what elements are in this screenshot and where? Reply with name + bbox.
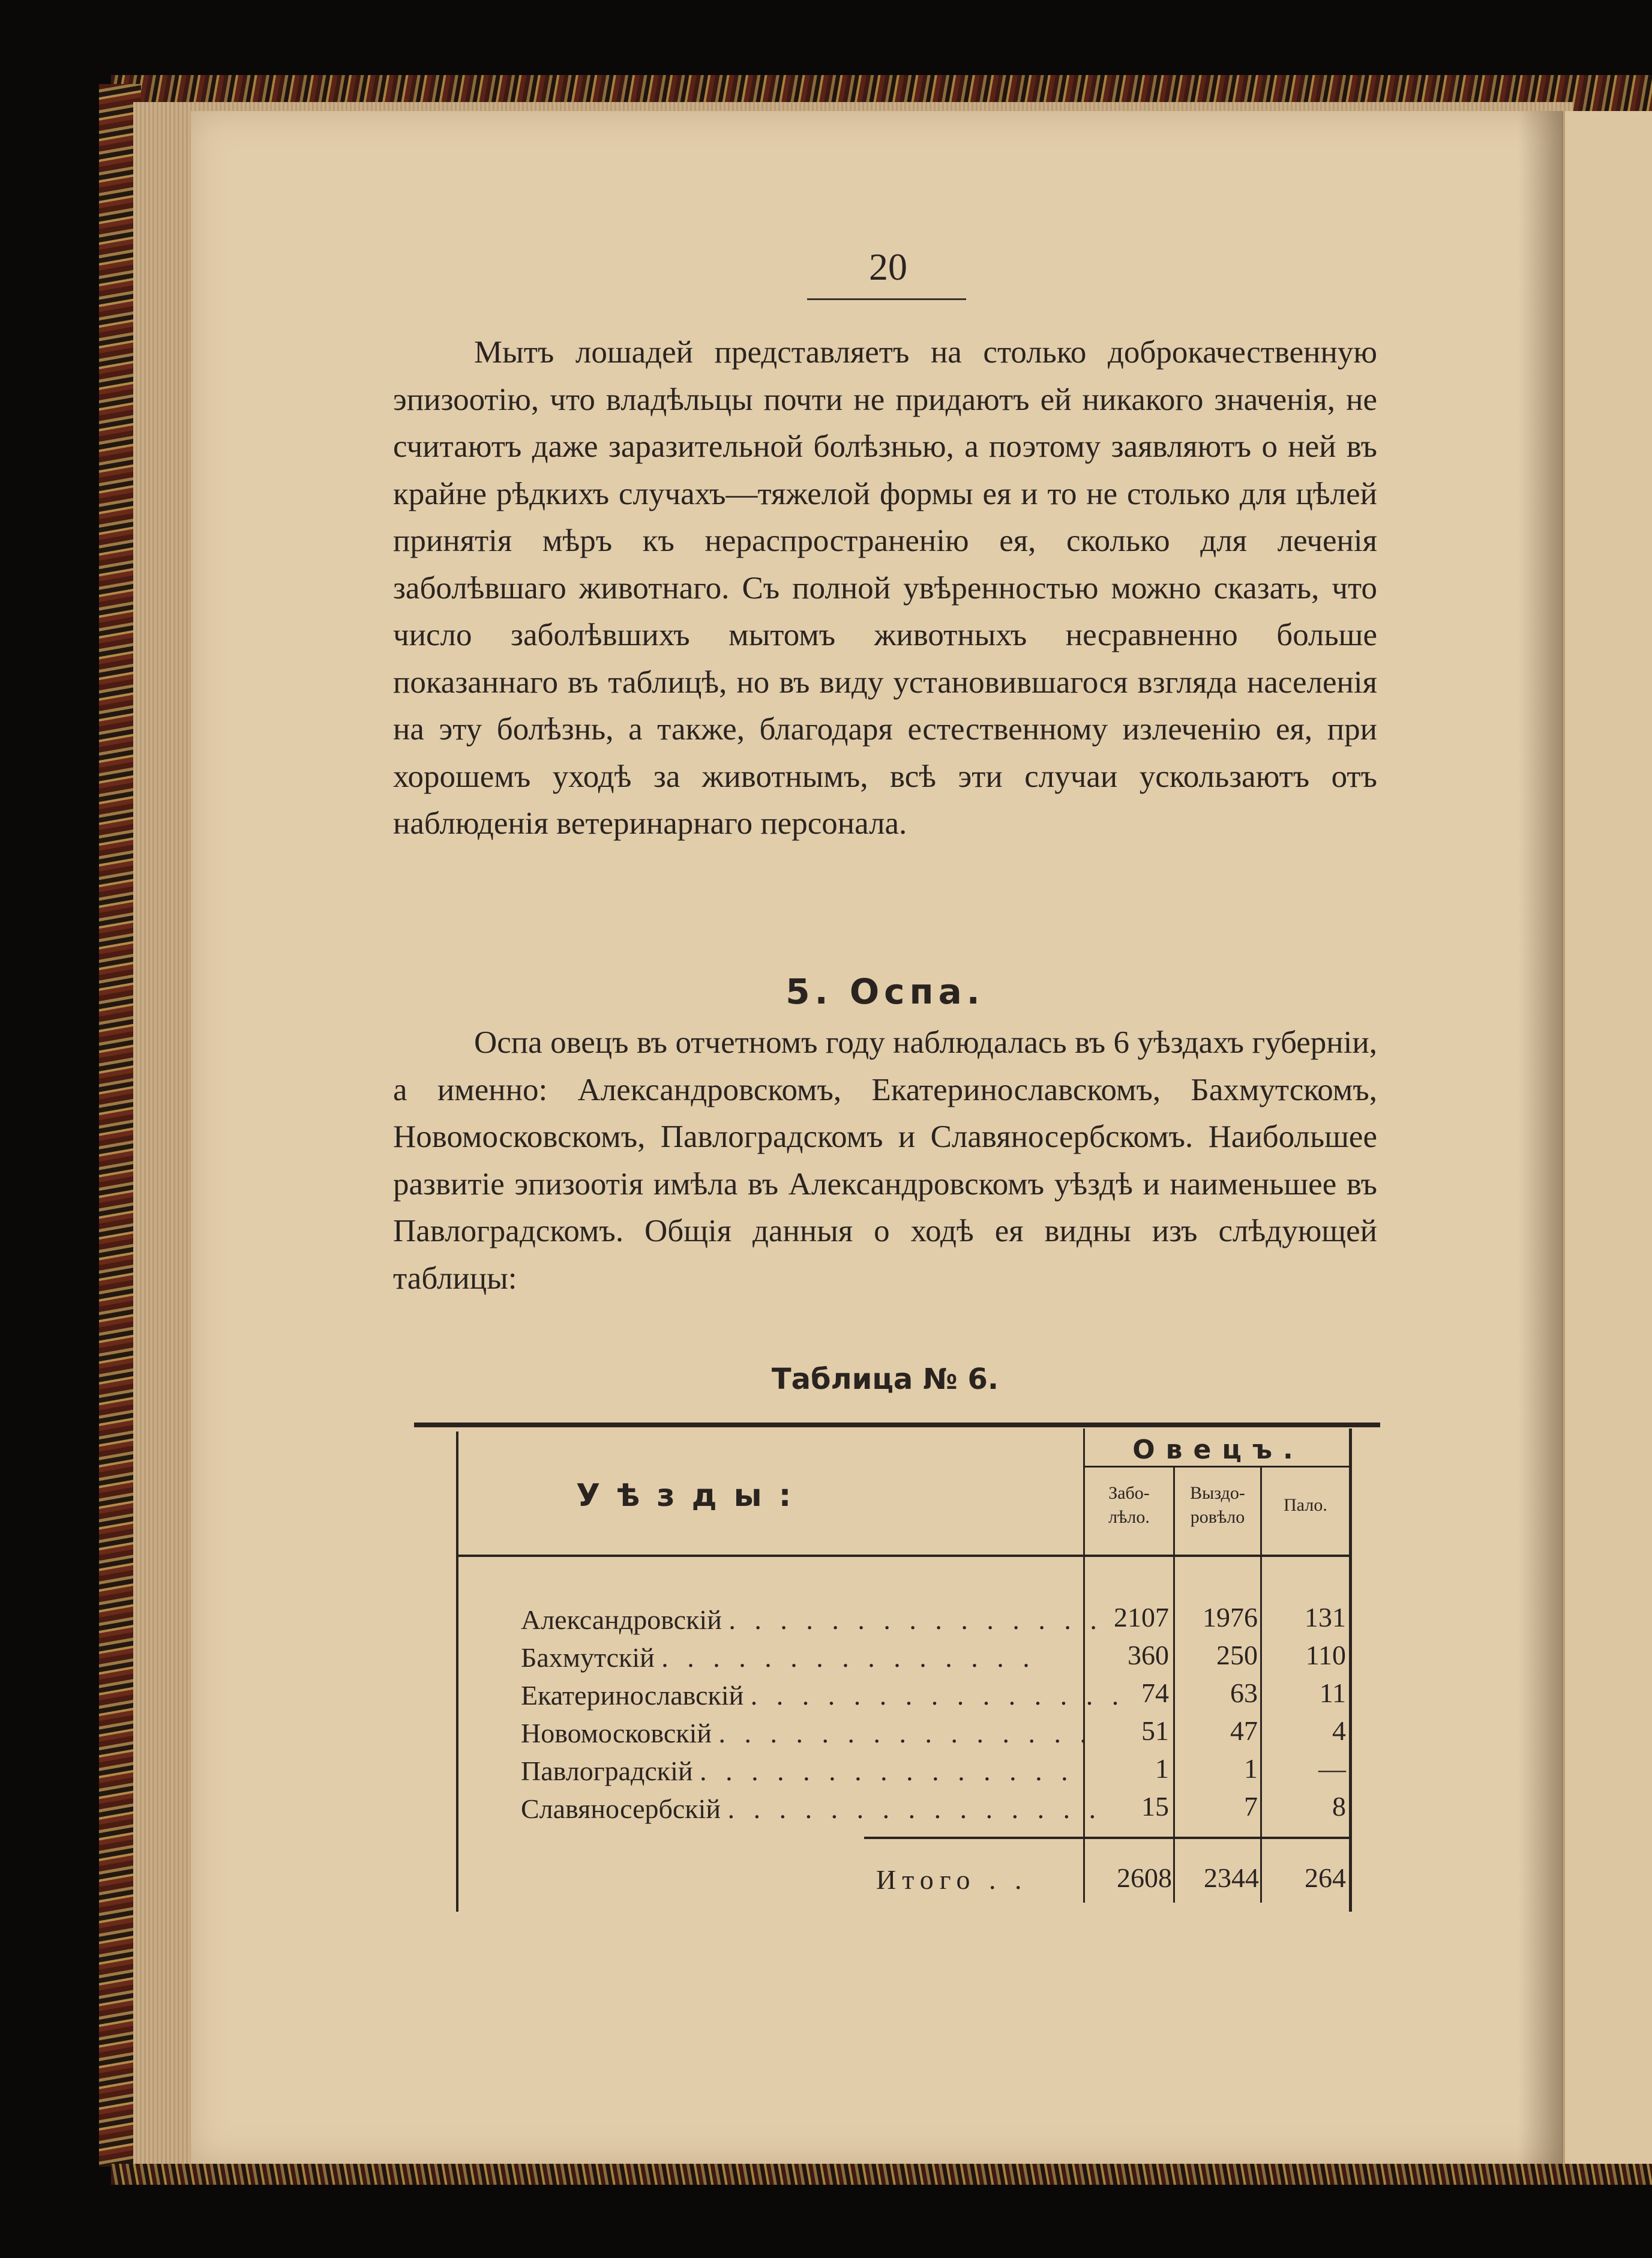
paragraph-glanders (393, 329, 1377, 848)
table-total-died: 264 (1305, 1862, 1346, 1893)
table-header-rule (458, 1555, 1349, 1557)
table-row-label: Бахмутскій . . . . . . . . . . . . . . . (521, 1642, 1036, 1673)
table-cell-recovered: 47 (1230, 1715, 1258, 1746)
page-number: 20 (869, 245, 907, 288)
table-total-rule (864, 1837, 1349, 1839)
header-sick (1085, 1481, 1173, 1529)
table-top-rule (414, 1423, 1380, 1427)
table-row-label: Александровскій . . . . . . . . . . . . . . . (521, 1604, 1103, 1635)
table-cell-sick: 2107 (1114, 1602, 1169, 1633)
facing-page-edge (1565, 111, 1652, 2164)
table-cell-died: — (1318, 1753, 1346, 1784)
table-cell-sick: 51 (1141, 1715, 1169, 1746)
table-cell-recovered: 63 (1230, 1678, 1258, 1708)
table-cell-died: 11 (1319, 1678, 1346, 1708)
table-cell-recovered: 250 (1216, 1640, 1258, 1670)
header-died (1262, 1493, 1349, 1517)
page-gutter-shadow (1518, 111, 1563, 2164)
header-sick-line1: Забо- (1108, 1483, 1150, 1503)
book-cover-bottom-edge (111, 2164, 1652, 2185)
table-cell-recovered: 7 (1244, 1791, 1258, 1822)
header-recovered-line1: Выздо- (1190, 1483, 1245, 1503)
header-sick-line2: лѣло. (1108, 1507, 1150, 1527)
table-cell-died: 110 (1305, 1640, 1346, 1670)
header-sheep: Овецъ. (1132, 1435, 1304, 1465)
table-left-rule (456, 1432, 458, 1912)
table-right-rule (1349, 1429, 1352, 1912)
header-recovered (1175, 1481, 1260, 1529)
table-row-label: Славяносербскій . . . . . . . . . . . . . . . (521, 1793, 1102, 1824)
table-group-underline (1085, 1466, 1349, 1468)
table-cell-died: 4 (1332, 1715, 1346, 1746)
table-cell-recovered: 1976 (1203, 1602, 1258, 1633)
header-districts: Уѣзды: (576, 1478, 808, 1514)
section-heading: 5. Оспа. (785, 971, 985, 1012)
paragraph-1-text: Мытъ лошадей представляетъ на столько доброкачественную эпизоотію, что владѣльцы почти не придаютъ ей никакого значенія, не считаютъ даже заразительной болѣзнью, а поэтому заявляютъ о ней въ крайне рѣдкихъ случахъ—тяжелой формы ея и то не столько для цѣлей принятія мѣръ къ нераспространенію ея, сколько для леченія заболѣвшаго животнаго. Съ полной увѣренностью можно сказать, что число заболѣвшихъ мытомъ животныхъ несравненно больше показаннаго въ таблицѣ, но въ виду установившагося взгляда населенія на эту болѣзнь, а также, благодаря естественному излеченію ея, при хорошемъ уходѣ за животнымъ, всѣ эти случаи ускользаютъ отъ наблюденія ветеринарнаго персонала. (393, 335, 1377, 841)
header-died-line: Пало. (1284, 1495, 1327, 1515)
paragraph-2-text: Оспа овецъ въ отчетномъ году наблюдалась въ 6 уѣздахъ губерніи, а именно: Александровскомъ, Екатеринославскомъ, Бахмутскомъ, Новомосковскомъ, Павлоградскомъ и Славяносербскомъ. Наибольшее развитіе эпизоотія имѣла въ Александровскомъ уѣздѣ и наименьшее въ Павлоградскомъ. Общія данныя о ходѣ ея видны изъ слѣдующей таблицы: (393, 1025, 1377, 1296)
table-row-label: Новомосковскій . . . . . . . . . . . . . . . (521, 1718, 1093, 1748)
table-cell-died: 131 (1305, 1602, 1346, 1633)
page-number-rule (807, 298, 966, 300)
table-title: Таблица № 6. (771, 1362, 999, 1396)
table-total-label: Итого . . (876, 1864, 1028, 1895)
table-total-recovered: 2344 (1204, 1862, 1259, 1893)
paragraph-smallpox (393, 1019, 1377, 1302)
header-recovered-line2: ровѣло (1190, 1507, 1245, 1527)
table-cell-sick: 74 (1141, 1678, 1169, 1708)
table-cell-died: 8 (1332, 1791, 1346, 1822)
table-cell-sick: 360 (1128, 1640, 1169, 1670)
table-total-sick: 2608 (1117, 1862, 1172, 1893)
table-cell-sick: 1 (1155, 1753, 1169, 1784)
table-cell-sick: 15 (1141, 1791, 1169, 1822)
table-cell-recovered: 1 (1244, 1753, 1258, 1784)
table-row-label: Екатеринославскій . . . . . . . . . . . . . . . (521, 1680, 1125, 1711)
table-row-label: Павлоградскій . . . . . . . . . . . . . . . (521, 1756, 1074, 1786)
